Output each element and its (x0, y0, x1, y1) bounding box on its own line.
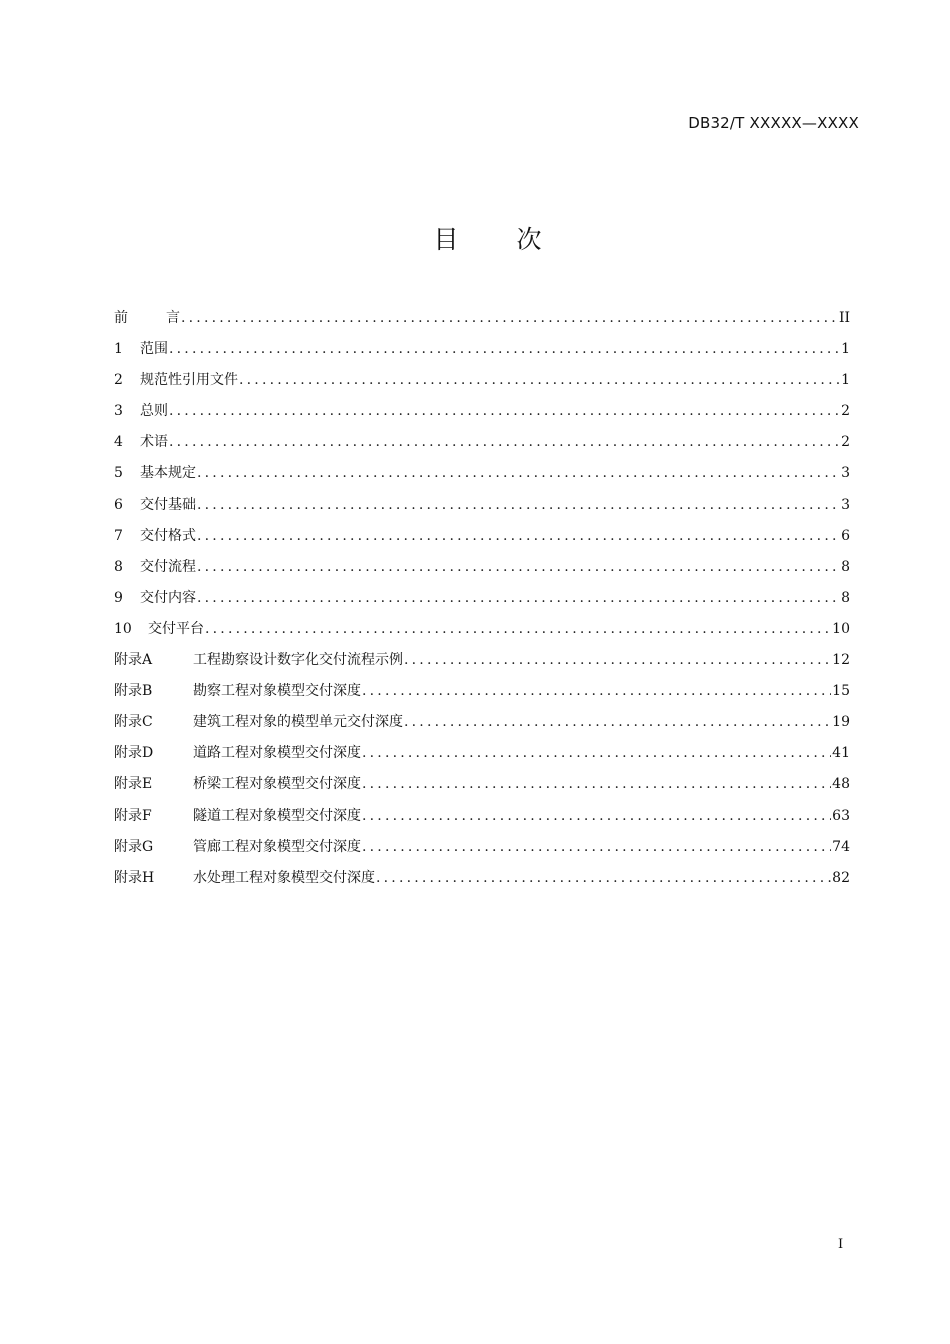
toc-leader-dots (362, 679, 831, 703)
toc-entry-page: 74 (832, 838, 850, 855)
toc-entry-appendix-h[interactable] (114, 866, 850, 897)
toc-leader-dots (362, 772, 831, 796)
toc-leader-dots (239, 368, 840, 392)
toc-entry-number: 附录C (114, 714, 153, 731)
toc-entry-number: 3 (114, 403, 123, 420)
table-of-contents (114, 306, 850, 897)
toc-entry-number: 附录B (114, 683, 153, 700)
toc-entry-label: 交付基础 (140, 496, 196, 513)
toc-entry-preface[interactable] (114, 306, 850, 337)
toc-leader-dots (169, 337, 840, 361)
toc-entry-appendix-b[interactable] (114, 679, 850, 710)
toc-entry-number: 2 (114, 372, 123, 389)
toc-entry-label: 交付内容 (140, 589, 196, 606)
toc-entry-appendix-d[interactable] (114, 741, 850, 772)
toc-entry-number: 附录H (114, 869, 155, 886)
toc-leader-dots (205, 617, 831, 641)
toc-entry-label: 水处理工程对象模型交付深度 (193, 869, 375, 886)
toc-entry-5[interactable] (114, 461, 850, 492)
toc-entry-label: 勘察工程对象模型交付深度 (193, 683, 361, 700)
toc-entry-number: 附录A (114, 652, 153, 669)
toc-leader-dots (169, 430, 840, 454)
toc-title-char-1: 目 (433, 225, 459, 254)
toc-leader-dots (169, 399, 840, 423)
toc-entry-page: 8 (841, 558, 850, 575)
toc-entry-page: 19 (832, 714, 850, 731)
toc-entry-page: II (838, 310, 850, 326)
toc-entry-number: 1 (114, 341, 123, 358)
toc-entry-2[interactable] (114, 368, 850, 399)
toc-leader-dots (197, 493, 840, 517)
document-code: DB32/T XXXXX—XXXX (688, 114, 859, 132)
toc-entry-page: 6 (841, 527, 850, 544)
toc-entry-page: 41 (832, 745, 850, 762)
toc-entry-label: 工程勘察设计数字化交付流程示例 (193, 652, 403, 669)
toc-entry-number: 9 (114, 589, 123, 606)
toc-entry-appendix-g[interactable] (114, 835, 850, 866)
toc-entry-page: 82 (832, 869, 850, 886)
toc-entry-page: 1 (841, 372, 850, 389)
toc-entry-number: 附录F (114, 807, 152, 824)
toc-entry-number: 10 (114, 620, 132, 637)
toc-leader-dots (376, 866, 831, 890)
toc-leader-dots (362, 804, 831, 828)
toc-entry-appendix-f[interactable] (114, 804, 850, 835)
toc-entry-appendix-c[interactable] (114, 710, 850, 741)
toc-entry-label: 交付平台 (148, 620, 204, 637)
toc-entry-7[interactable] (114, 524, 850, 555)
toc-entry-label: 桥梁工程对象模型交付深度 (193, 776, 361, 793)
toc-entry-10[interactable] (114, 617, 850, 648)
toc-entry-appendix-e[interactable] (114, 772, 850, 803)
toc-entry-1[interactable] (114, 337, 850, 368)
toc-entry-number: 前 (114, 310, 128, 326)
toc-leader-dots (362, 741, 831, 765)
toc-entry-page: 2 (841, 403, 850, 420)
toc-entry-page: 10 (832, 620, 850, 637)
toc-entry-page: 48 (832, 776, 850, 793)
toc-entry-label: 术语 (140, 434, 168, 451)
toc-leader-dots (181, 306, 838, 330)
toc-entry-3[interactable] (114, 399, 850, 430)
toc-entry-number: 附录D (114, 745, 154, 762)
toc-entry-page: 1 (841, 341, 850, 358)
toc-entry-number: 7 (114, 527, 123, 544)
toc-entry-4[interactable] (114, 430, 850, 461)
page-number: I (838, 1237, 844, 1252)
toc-entry-label: 范围 (140, 341, 168, 358)
toc-leader-dots (197, 586, 840, 610)
toc-entry-label: 隧道工程对象模型交付深度 (193, 807, 361, 824)
toc-entry-page: 3 (841, 496, 850, 513)
toc-leader-dots (197, 524, 840, 548)
toc-entry-number: 5 (114, 465, 123, 482)
toc-leader-dots (404, 710, 831, 734)
toc-title-char-2: 次 (516, 225, 542, 254)
toc-leader-dots (362, 835, 831, 859)
toc-entry-page: 2 (841, 434, 850, 451)
toc-entry-8[interactable] (114, 555, 850, 586)
toc-entry-page: 8 (841, 589, 850, 606)
toc-entry-label: 言 (166, 310, 180, 326)
toc-entry-label: 交付流程 (140, 558, 196, 575)
toc-entry-6[interactable] (114, 493, 850, 524)
toc-entry-label: 总则 (140, 403, 168, 420)
toc-entry-number: 6 (114, 496, 123, 513)
toc-entry-label: 基本规定 (140, 465, 196, 482)
toc-entry-label: 规范性引用文件 (140, 372, 238, 389)
toc-entry-page: 63 (832, 807, 850, 824)
toc-entry-number: 4 (114, 434, 123, 451)
toc-leader-dots (197, 461, 840, 485)
toc-entry-label: 管廊工程对象模型交付深度 (193, 838, 361, 855)
toc-entry-page: 3 (841, 465, 850, 482)
toc-entry-number: 8 (114, 558, 123, 575)
toc-entry-number: 附录E (114, 776, 153, 793)
toc-entry-page: 15 (832, 683, 850, 700)
toc-entry-9[interactable] (114, 586, 850, 617)
toc-leader-dots (197, 555, 840, 579)
toc-entry-appendix-a[interactable] (114, 648, 850, 679)
toc-entry-page: 12 (832, 652, 850, 669)
toc-leader-dots (404, 648, 831, 672)
toc-title (0, 220, 950, 256)
toc-entry-label: 道路工程对象模型交付深度 (193, 745, 361, 762)
toc-entry-label: 交付格式 (140, 527, 196, 544)
toc-entry-label: 建筑工程对象的模型单元交付深度 (193, 714, 403, 731)
toc-entry-number: 附录G (114, 838, 154, 855)
